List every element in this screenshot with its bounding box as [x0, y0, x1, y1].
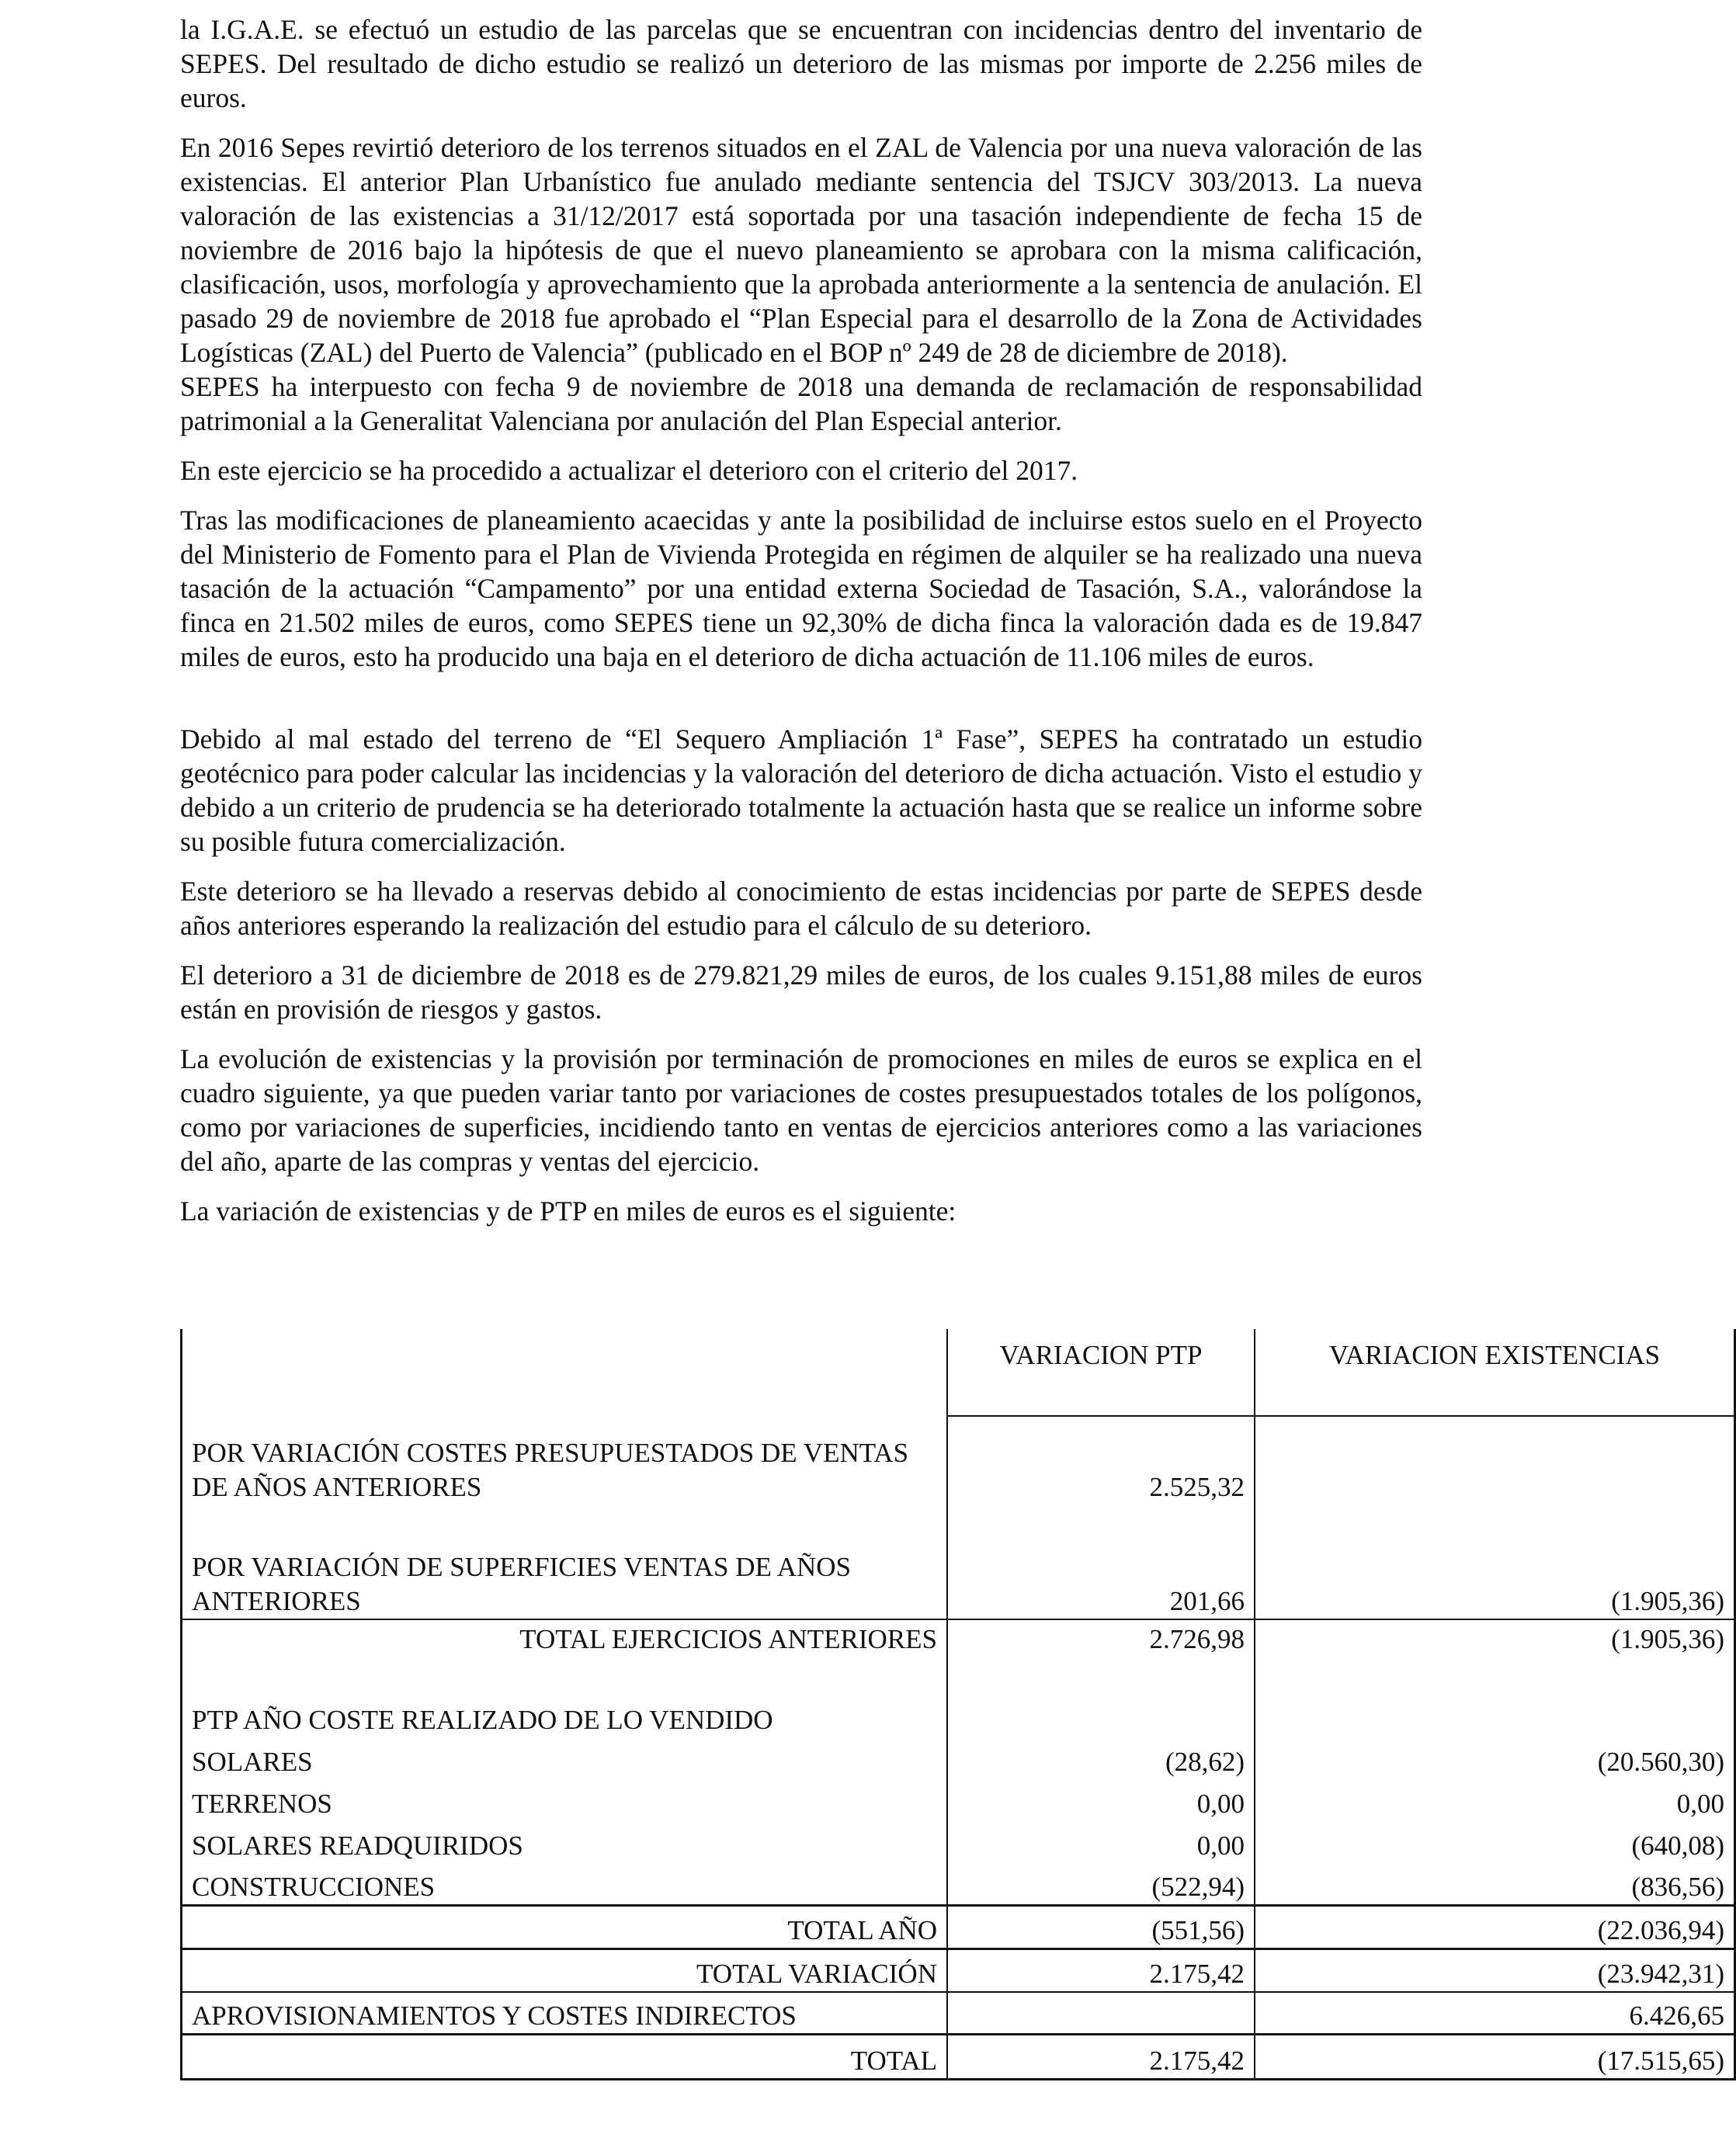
row-exist: (1.905,36) [1255, 1619, 1735, 1657]
row-exist: (1.905,36) [1255, 1515, 1735, 1619]
table-row [182, 1515, 1735, 1619]
row-exist [1255, 1657, 1735, 1737]
row-label: TOTAL [182, 2034, 948, 2079]
variation-table [180, 1329, 1736, 2080]
row-ptp: 2.525,32 [947, 1416, 1255, 1515]
row-label: POR VARIACIÓN COSTES PRESUPUESTADOS DE VENTAS DE AÑOS ANTERIORES [182, 1416, 948, 1515]
row-ptp [947, 1657, 1255, 1737]
row-label: TOTAL EJERCICIOS ANTERIORES [182, 1619, 948, 1657]
row-ptp: (551,56) [947, 1905, 1255, 1949]
row-exist: (23.942,31) [1255, 1949, 1735, 1992]
table-row [182, 1657, 1735, 1737]
header-empty-cell [182, 1329, 948, 1416]
row-ptp: 201,66 [947, 1515, 1255, 1619]
row-label: APROVISIONAMIENTOS Y COSTES INDIRECTOS [182, 1992, 948, 2034]
row-label: SOLARES [182, 1737, 948, 1779]
table-row [182, 1416, 1735, 1515]
table-row [182, 1619, 1735, 1657]
paragraph: Tras las modificaciones de planeamiento acaecidas y ante la posibilidad de incluirse estos suelo en el Proyecto del Ministerio de Fomento para el Plan de Vivienda Protegida en régimen de alquiler se ha realizado una nueva tasación de la actuación “Campamento” por una entidad externa Sociedad de Tasación, S.A., valorándose la finca en 21.502 miles de euros, como SEPES tiene un 92,30% de dicha finca la valoración dada es de 19.847 miles de euros, esto ha producido una baja en el deterioro de dicha actuación de 11.106 miles de euros. [180, 505, 1422, 672]
row-label: TOTAL VARIACIÓN [182, 1949, 948, 1992]
paragraph: El deterioro a 31 de diciembre de 2018 es de 279.821,29 miles de euros, de los cuales 9.151,88 miles de euros están en provisión de riesgos y gastos. [180, 960, 1422, 1025]
paragraph: la I.G.A.E. se efectuó un estudio de las parcelas que se encuentran con incidencias dentro del inventario de SEPES. Del resultado de dicho estudio se realizó un deterioro de las mismas por importe de 2.256 miles de euros. [180, 14, 1422, 113]
row-label: CONSTRUCCIONES [182, 1863, 948, 1905]
table-row [182, 1863, 1735, 1905]
paragraph: La variación de existencias y de PTP en miles de euros es el siguiente: [180, 1195, 957, 1227]
table-row [182, 1737, 1735, 1779]
row-ptp: 2.175,42 [947, 1949, 1255, 1992]
paragraph: Este deterioro se ha llevado a reservas debido al conocimiento de estas incidencias por parte de SEPES desde años anteriores esperando la realización del estudio para el cálculo de su deterioro. [180, 876, 1422, 941]
header-existencias: VARIACION EXISTENCIAS [1255, 1329, 1735, 1416]
table-row [182, 1779, 1735, 1821]
row-exist [1255, 1416, 1735, 1515]
row-exist: 0,00 [1255, 1779, 1735, 1821]
table-row [182, 1992, 1735, 2034]
document-body [180, 12, 1422, 1228]
row-exist: (17.515,65) [1255, 2034, 1735, 2079]
row-ptp: (522,94) [947, 1863, 1255, 1905]
row-exist: (22.036,94) [1255, 1905, 1735, 1949]
table-row [182, 1905, 1735, 1949]
row-exist: 6.426,65 [1255, 1992, 1735, 2034]
paragraph: En este ejercicio se ha procedido a actualizar el deterioro con el criterio del 2017. [180, 455, 1078, 486]
row-label: TERRENOS [182, 1779, 948, 1821]
header-ptp: VARIACION PTP [947, 1329, 1255, 1416]
row-exist: (836,56) [1255, 1863, 1735, 1905]
paragraph: SEPES ha interpuesto con fecha 9 de noviembre de 2018 una demanda de reclamación de responsabilidad patrimonial a la Generalitat Valenciana por anulación del Plan Especial anterior. [180, 371, 1422, 436]
paragraph: En 2016 Sepes revirtió deterioro de los terrenos situados en el ZAL de Valencia por una nueva valoración de las existencias. El anterior Plan Urbanístico fue anulado mediante sentencia del TSJCV 303/2013. La nueva valoración de las existencias a 31/12/2017 está soportada por una tasación independiente de fecha 15 de noviembre de 2016 bajo la hipótesis de que el nuevo planeamiento se aprobara con la misma calificación, clasificación, usos, morfología y aprovechamiento que la aprobada anteriormente a la sentencia de anulación. El pasado 29 de noviembre de 2018 fue aprobado el “Plan Especial para el desarrollo de la Zona de Actividades Logísticas (ZAL) del Puerto de Valencia” (publicado en el BOP nº 249 de 28 de diciembre de 2018). [180, 132, 1422, 368]
row-exist: (20.560,30) [1255, 1737, 1735, 1779]
row-exist: (640,08) [1255, 1821, 1735, 1863]
paragraph: La evolución de existencias y la provisión por terminación de promociones en miles de euros se explica en el cuadro siguiente, ya que pueden variar tanto por variaciones de costes presupuestados totales de los polígonos, como por variaciones de superficies, incidiendo tanto en ventas de ejercicios anteriores como a las variaciones del año, aparte de las compras y ventas del ejercicio. [180, 1043, 1422, 1177]
row-label: SOLARES READQUIRIDOS [182, 1821, 948, 1863]
row-ptp [947, 1992, 1255, 2034]
row-ptp: 2.175,42 [947, 2034, 1255, 2079]
row-ptp: 2.726,98 [947, 1619, 1255, 1657]
table-row [182, 1949, 1735, 1992]
paragraph: Debido al mal estado del terreno de “El Sequero Ampliación 1ª Fase”, SEPES ha contratado un estudio geotécnico para poder calcular las incidencias y la valoración del deterioro de dicha actuación. Visto el estudio y debido a un criterio de prudencia se ha deteriorado totalmente la actuación hasta que se realice un informe sobre su posible futura comercialización. [180, 724, 1422, 857]
row-label: TOTAL AÑO [182, 1905, 948, 1949]
row-label: POR VARIACIÓN DE SUPERFICIES VENTAS DE AÑOS ANTERIORES [182, 1515, 948, 1619]
row-label: PTP AÑO COSTE REALIZADO DE LO VENDIDO [182, 1657, 948, 1737]
table-row [182, 1821, 1735, 1863]
row-ptp: 0,00 [947, 1821, 1255, 1863]
table-row [182, 2034, 1735, 2079]
row-ptp: (28,62) [947, 1737, 1255, 1779]
row-ptp: 0,00 [947, 1779, 1255, 1821]
